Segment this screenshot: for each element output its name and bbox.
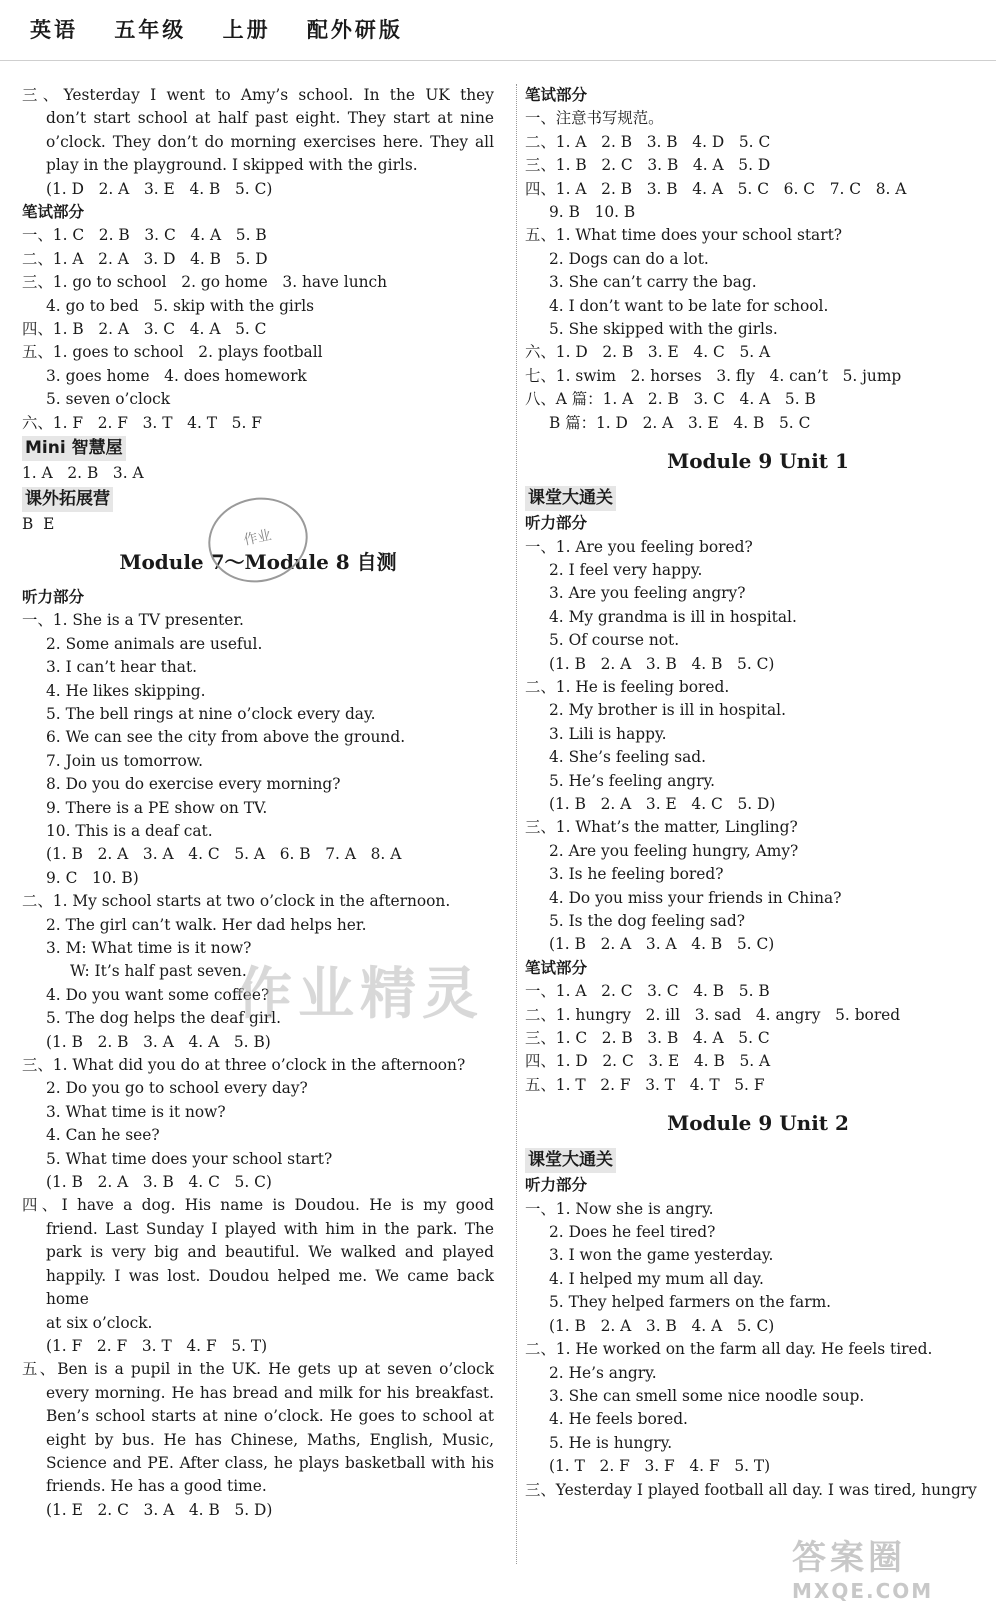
- reading-passage-5: [22, 1358, 494, 1498]
- answer-line: 七、1. swim 2. horses 3. fly 4. can’t 5. jump: [525, 366, 902, 385]
- answer-line: (1. E 2. C 3. A 4. B 5. D): [46, 1500, 273, 1519]
- answer-line: 3. She can smell some nice noodle soup.: [549, 1386, 865, 1405]
- section-heading: 听力部分: [22, 587, 85, 606]
- answer-line: (1. B 2. A 3. B 4. C 5. C): [46, 1173, 272, 1192]
- section-heading: 听力部分: [525, 514, 588, 533]
- answer-line: 2. Dogs can do a lot.: [549, 249, 709, 268]
- answer-line: 一、1. C 2. B 3. C 4. A 5. B: [22, 226, 267, 245]
- answer-line: B 篇：1. D 2. A 3. E 4. B 5. C: [549, 413, 811, 432]
- answer-line: 二、1. hungry 2. ill 3. sad 4. angry 5. bored: [525, 1005, 901, 1024]
- corner-logo-watermark: [792, 1530, 982, 1603]
- passage-line: 五、Ben is a pupil in the UK. He gets up at seven o’clock: [22, 1360, 494, 1379]
- answer-line: 7. Join us tomorrow.: [46, 751, 203, 770]
- answer-line: 6. We can see the city from above the ground.: [46, 728, 406, 747]
- answer-line: 4. I helped my mum all day.: [549, 1269, 764, 1288]
- answer-line: 4. My grandma is ill in hospital.: [549, 607, 797, 626]
- answer-line: 2. Do you go to school every day?: [46, 1079, 308, 1098]
- section-heading: 笔试部分: [22, 203, 85, 222]
- answer-line: 三、1. What’s the matter, Lingling?: [525, 818, 798, 837]
- answer-line: 4. He likes skipping.: [46, 681, 206, 700]
- page-header: [30, 14, 429, 54]
- answer-line: 10. This is a deaf cat.: [46, 821, 213, 840]
- answer-line: (1. B 2. A 3. E 4. C 5. D): [549, 794, 776, 813]
- answer-line: 3. goes home 4. does homework: [46, 366, 307, 385]
- answer-line: 3. She can’t carry the bag.: [549, 273, 757, 292]
- corner-logo-url: MXQE.COM: [792, 1579, 934, 1603]
- stamp-watermark: 作业: [200, 489, 315, 592]
- passage-line: every morning. He has bread and milk for his breakfast.: [46, 1383, 494, 1402]
- passage-line: Ben’s school starts at nine o’clock. He goes to school at: [46, 1407, 494, 1426]
- answer-line: 4. go to bed 5. skip with the girls: [46, 296, 315, 315]
- answer-line: 四、1. D 2. C 3. E 4. B 5. A: [525, 1052, 771, 1071]
- answer-line: 3. I can’t hear that.: [46, 658, 198, 677]
- answer-line: 一、1. She is a TV presenter.: [22, 611, 244, 630]
- answer-line: (1. T 2. F 3. F 4. F 5. T): [549, 1457, 771, 1476]
- answer-line: 5. He’s feeling angry.: [549, 771, 716, 790]
- answer-line: 2. Some animals are useful.: [46, 634, 263, 653]
- answer-line: 一、1. Now she is angry.: [525, 1199, 714, 1218]
- passage-line: don’t start school at half past eight. They start at nine: [46, 109, 494, 128]
- answer-line: 1. A 2. B 3. A: [22, 464, 144, 483]
- answer-line: 4. He feels bored.: [549, 1410, 688, 1429]
- answer-line: (1. B 2. B 3. A 4. A 5. B): [46, 1032, 271, 1051]
- answer-line: 2. My brother is ill in hospital.: [549, 701, 786, 720]
- class-box-heading: 课堂大通关: [525, 486, 616, 511]
- answer-line: 五、1. goes to school 2. plays football: [22, 343, 323, 362]
- answer-line: 一、1. A 2. C 3. C 4. B 5. B: [525, 982, 770, 1001]
- answer-line: 3. Are you feeling angry?: [549, 584, 746, 603]
- reading-passage-3: [22, 84, 494, 178]
- section-heading: 笔试部分: [525, 86, 588, 104]
- reading-passage-4: [22, 1194, 494, 1334]
- header-subject: 英语: [30, 17, 78, 42]
- passage-line: park is very big and beautiful. We walked and played: [46, 1243, 494, 1262]
- answer-line: (1. B 2. A 3. A 4. B 5. C): [549, 935, 775, 954]
- answer-line: 4. I don’t want to be late for school.: [549, 296, 829, 315]
- answer-line: 3. I won the game yesterday.: [549, 1246, 774, 1265]
- answer-line: 三、1. C 2. B 3. B 4. A 5. C: [525, 1029, 770, 1048]
- answer-line: 三、Yesterday I played football all day. I was tired, hungry: [525, 1480, 977, 1499]
- answer-line: 9. There is a PE show on TV.: [46, 798, 268, 817]
- answer-line: 六、1. D 2. B 3. E 4. C 5. A: [525, 343, 771, 362]
- header-grade: 五年级: [114, 17, 187, 42]
- answer-line: (1. B 2. A 3. B 4. B 5. C): [549, 654, 775, 673]
- answer-line: 五、1. What time does your school start?: [525, 226, 843, 245]
- answer-line: 二、1. My school starts at two o’clock in the afternoon.: [22, 892, 451, 911]
- answer-line: 2. The girl can’t walk. Her dad helps her.: [46, 915, 367, 934]
- answer-line: W: It’s half past seven.: [70, 962, 247, 981]
- answer-line: 三、1. B 2. C 3. B 4. A 5. D: [525, 156, 771, 175]
- answer-line: 一、注意书写规范。: [525, 109, 664, 128]
- answer-line: 三、1. What did you do at three o’clock in the afternoon?: [22, 1056, 466, 1075]
- passage-line: 四、I have a dog. His name is Doudou. He is my good: [22, 1196, 494, 1215]
- answer-line: 三、1. go to school 2. go home 3. have lunch: [22, 273, 388, 292]
- module-9-unit-2-title: Module 9 Unit 2: [667, 1111, 849, 1136]
- answer-line: 4. She’s feeling sad.: [549, 748, 707, 767]
- self-test-title: Module 7～Module 8 自测: [119, 549, 397, 574]
- answer-line: (1. B 2. A 3. B 4. A 5. C): [549, 1316, 775, 1335]
- answer-line: 4. Do you miss your friends in China?: [549, 888, 842, 907]
- answer-line: (1. F 2. F 3. T 4. F 5. T): [46, 1336, 268, 1355]
- section-heading: 听力部分: [525, 1176, 588, 1195]
- answer-line: 5. seven o’clock: [46, 390, 171, 409]
- passage-line: friend. Last Sunday I played with him in the park. The: [46, 1219, 494, 1238]
- passage-line: play in the playground. I skipped with the girls.: [46, 156, 418, 175]
- answer-line: 2. I feel very happy.: [549, 560, 703, 579]
- answer-line: 5. What time does your school start?: [46, 1149, 333, 1168]
- answer-line: (1. D 2. A 3. E 4. B 5. C): [46, 179, 273, 198]
- module-9-unit-1-title: Module 9 Unit 1: [667, 449, 849, 474]
- answer-line: 5. She skipped with the girls.: [549, 320, 778, 339]
- answer-line: 二、1. He is feeling bored.: [525, 677, 730, 696]
- answer-line: 二、1. He worked on the farm all day. He feels tired.: [525, 1340, 933, 1359]
- class-box-heading: 课堂大通关: [525, 1148, 616, 1173]
- header-divider: [0, 60, 996, 61]
- answer-line: 3. M: What time is it now?: [46, 939, 252, 957]
- answer-line: (1. B 2. A 3. A 4. C 5. A 6. B 7. A 8. A: [46, 845, 402, 864]
- answer-line: 2. Are you feeling hungry, Amy?: [549, 841, 799, 860]
- text-watermark: 作业精灵: [236, 962, 484, 1027]
- passage-line: Science and PE. After class, he plays basketball with his: [46, 1453, 494, 1472]
- answer-line: 9. C 10. B): [46, 868, 139, 887]
- corner-logo-text: 答案圈: [792, 1538, 906, 1578]
- passage-line: friends. He has a good time.: [46, 1477, 267, 1496]
- answer-line: B E: [22, 514, 55, 533]
- answer-line: 二、1. A 2. A 3. D 4. B 5. D: [22, 249, 268, 268]
- answer-line: 4. Do you want some coffee?: [46, 985, 270, 1004]
- passage-line: happily. I was lost. Doudou helped me. We came back home: [46, 1266, 494, 1309]
- answer-line: 5. They helped farmers on the farm.: [549, 1293, 832, 1312]
- answer-line: 5. The bell rings at nine o’clock every day.: [46, 704, 376, 723]
- answer-line: 5. Is the dog feeling sad?: [549, 912, 745, 930]
- answer-line: 5. The dog helps the deaf girl.: [46, 1009, 281, 1028]
- passage-line: o’clock. They don’t do morning exercises here. They all: [46, 132, 494, 151]
- answer-line: 4. Can he see?: [46, 1126, 160, 1145]
- answer-line: 3. Is he feeling bored?: [549, 865, 724, 884]
- answer-line: 3. Lili is happy.: [549, 724, 667, 743]
- answer-line: 5. He is hungry.: [549, 1433, 673, 1452]
- header-edition: 配外研版: [306, 17, 403, 42]
- answer-line: 3. What time is it now?: [46, 1102, 226, 1121]
- answer-line: 四、1. B 2. A 3. C 4. A 5. C: [22, 320, 267, 339]
- answer-line: 2. He’s angry.: [549, 1363, 657, 1382]
- passage-line: eight by bus. He has Chinese, Maths, English, Music,: [46, 1430, 494, 1449]
- answer-line: 六、1. F 2. F 3. T 4. T 5. F: [22, 413, 262, 432]
- answer-line: 八、A 篇：1. A 2. B 3. C 4. A 5. B: [525, 390, 816, 409]
- answer-line: 五、1. T 2. F 3. T 4. T 5. F: [525, 1075, 765, 1094]
- passage-line: 三、Yesterday I went to Amy’s school. In the UK they: [22, 86, 494, 104]
- right-column: [516, 84, 991, 1564]
- answer-line: 5. Of course not.: [549, 631, 680, 650]
- answer-line: 四、1. A 2. B 3. B 4. A 5. C 6. C 7. C 8. A: [525, 179, 907, 198]
- header-volume: 上册: [222, 17, 271, 42]
- extension-box-heading: 课外拓展营: [22, 487, 113, 512]
- section-heading: 笔试部分: [525, 958, 588, 977]
- answer-line: 一、1. Are you feeling bored?: [525, 537, 753, 556]
- passage-line: at six o’clock.: [46, 1313, 153, 1332]
- answer-line: 8. Do you do exercise every morning?: [46, 775, 341, 794]
- mini-box-heading: Mini 智慧屋: [22, 436, 126, 461]
- answer-line: 二、1. A 2. B 3. B 4. D 5. C: [525, 132, 771, 151]
- left-column: [22, 84, 494, 1522]
- answer-line: 9. B 10. B: [549, 203, 636, 222]
- answer-line: 2. Does he feel tired?: [549, 1223, 716, 1242]
